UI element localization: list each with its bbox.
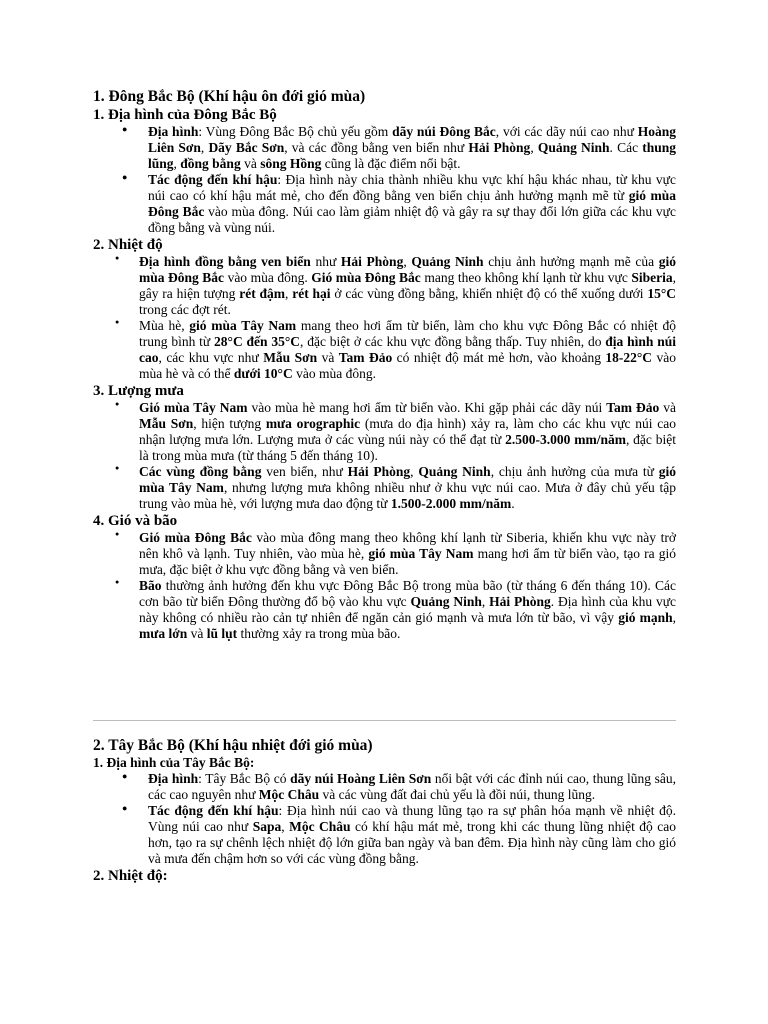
subsection-heading-terrain: 1. Địa hình của Tây Bắc Bộ: xyxy=(93,755,255,770)
emphasis-text: Bão xyxy=(139,578,162,593)
section-title: 2. Tây Bắc Bộ (Khí hậu nhiệt đới gió mùa) xyxy=(93,737,373,754)
emphasis-text: Hải Phòng xyxy=(468,140,531,155)
list-item xyxy=(93,530,676,578)
emphasis-text: đồng bằng xyxy=(180,156,241,171)
emphasis-text: Tam Đảo xyxy=(606,400,660,415)
emphasis-text: Quảng Ninh xyxy=(411,254,484,269)
emphasis-text: Tác động đến khí hậu xyxy=(148,803,279,818)
emphasis-text: Các vùng đồng bằng xyxy=(139,464,262,479)
section-title: 1. Đông Bắc Bộ (Khí hậu ôn đới gió mùa) xyxy=(93,88,366,105)
emphasis-text: Dãy Bắc Sơn xyxy=(208,140,285,155)
emphasis-text: rét đậm xyxy=(239,286,286,301)
emphasis-text: Hải Phòng xyxy=(340,254,404,269)
emphasis-text: rét hại xyxy=(292,286,331,301)
emphasis-text: Gió mùa Đông Bắc xyxy=(311,270,421,285)
subsection-heading-terrain: 1. Địa hình của Đông Bắc Bộ xyxy=(93,107,277,123)
emphasis-text: Quảng Ninh xyxy=(537,140,610,155)
list-item-text: ● Mùa hè, gió mùa Tây Nam mang theo hơi ẩm từ biển, làm cho khu vực Đông Bắc có nhiệt độ trung bình từ 28°C đến 35°C, đặc biệt ở các khu vực đồng bằng thấp. Tuy nhiên, do địa hình núi cao, các khu vực như Mẫu Sơn và Tam Đảo có nhiệt độ mát mẻ hơn, vào khoảng 18-22°C vào mùa hè và có thể dưới 10°C vào mùa đông. xyxy=(139,318,676,381)
emphasis-text: mưa lớn xyxy=(139,626,188,641)
list-item-text: ● Bão thường ảnh hưởng đến khu vực Đông Bắc Bộ trong mùa bão (từ tháng 6 đến tháng 10). Các cơn bão từ biển Đông thường đổ bộ vào khu vực Quảng Ninh, Hải Phòng. Địa hình của khu vực này không có nhiều rào cản tự nhiên để ngăn cản gió mạnh và mưa lớn từ bão, vì vậy gió mạnh, mưa lớn và lũ lụt thường xảy ra trong mùa bão. xyxy=(139,578,677,641)
emphasis-text: gió mùa Đông Bắc xyxy=(139,254,676,285)
subsection-heading-temperature: 2. Nhiệt độ: xyxy=(93,868,168,884)
emphasis-text: gió mùa Tây Nam xyxy=(139,464,677,495)
emphasis-text: Tam Đảo xyxy=(338,350,393,365)
bullet-list-terrain xyxy=(93,771,676,867)
list-item xyxy=(93,771,676,803)
emphasis-text: Tác động đến khí hậu xyxy=(148,172,278,187)
emphasis-text: Hải Phòng xyxy=(489,594,551,609)
emphasis-text: Quảng Ninh xyxy=(410,594,482,609)
list-item-text: ● Tác động đến khí hậu: Địa hình này chia thành nhiều khu vực khí hậu khác nhau, từ khu vực núi cao có khí hậu mát mẻ, cho đến đồng bằng ven biển chịu ảnh hưởng mạnh mẽ từ gió mùa Đông Bắc vào mùa đông. Núi cao làm giảm nhiệt độ và gây ra sự thay đổi lớn giữa các khu vực đồng bằng và vùng núi. xyxy=(148,172,676,235)
emphasis-text: Địa hình xyxy=(148,771,199,786)
emphasis-text: dưới 10°C xyxy=(233,366,293,381)
list-item xyxy=(93,124,676,172)
emphasis-text: địa hình núi cao xyxy=(139,334,676,365)
emphasis-text: thung lũng xyxy=(148,140,677,171)
emphasis-text: Địa hình xyxy=(148,124,199,139)
emphasis-text: Hải Phòng xyxy=(347,464,411,479)
emphasis-text: 18-22°C xyxy=(605,350,653,365)
emphasis-text: mưa orographic xyxy=(265,416,361,431)
list-item xyxy=(93,803,676,867)
list-item xyxy=(93,578,676,642)
emphasis-text: Mẫu Sơn xyxy=(263,350,318,365)
list-item-text: ● Địa hình: Tây Bắc Bộ có dãy núi Hoàng Liên Sơn nổi bật với các đỉnh núi cao, thung lũng sâu, các cao nguyên như Mộc Châu và các vùng đất đai chủ yếu là đồi núi, thung lũng. xyxy=(148,771,677,802)
emphasis-text: Gió mùa Tây Nam xyxy=(139,400,248,415)
emphasis-text: 2.500-3.000 mm/năm xyxy=(505,432,626,447)
horizontal-divider xyxy=(93,720,676,721)
emphasis-text: Sapa xyxy=(252,819,282,834)
emphasis-text: gió mùa Tây Nam xyxy=(189,318,297,333)
subsection-heading-rainfall: 3. Lượng mưa xyxy=(93,383,184,399)
list-item xyxy=(93,318,676,382)
emphasis-text: Địa hình đồng bằng ven biển xyxy=(139,254,311,269)
emphasis-text: Mẫu Sơn xyxy=(139,416,194,431)
emphasis-text: Mộc Châu xyxy=(289,819,351,834)
emphasis-text: gió mạnh xyxy=(618,610,673,625)
list-item xyxy=(93,254,676,318)
list-item-text: ● Địa hình đồng bằng ven biển như Hải Phòng, Quảng Ninh chịu ảnh hưởng mạnh mẽ của gió mùa Đông Bắc vào mùa đông. Gió mùa Đông Bắc mang theo không khí lạnh từ khu vực Siberia, gây ra hiện tượng rét đậm, rét hại ở các vùng đồng bằng, khiến nhiệt độ có thể xuống dưới 15°C trong các đợt rét. xyxy=(139,254,677,317)
emphasis-text: Siberia xyxy=(631,270,673,285)
emphasis-text: dãy núi Hoàng Liên Sơn xyxy=(290,771,432,786)
bullet-list-rainfall xyxy=(93,400,676,512)
bullet-list-temperature xyxy=(93,254,676,382)
list-item-text: ● Gió mùa Đông Bắc vào mùa đông mang theo không khí lạnh từ Siberia, khiến khu vực này trở nên khô và lạnh. Tuy nhiên, vào mùa hè, gió mùa Tây Nam mang hơi ẩm từ biển vào, tạo ra gió mưa, đặc biệt ở khu vực đồng bằng và ven biển. xyxy=(139,530,676,577)
list-item xyxy=(93,172,676,236)
section-dong-bac-bo xyxy=(93,88,676,642)
bullet-list-terrain xyxy=(93,124,676,236)
emphasis-text: Mộc Châu xyxy=(258,787,320,802)
subsection-heading-wind: 4. Gió và bão xyxy=(93,513,178,529)
list-item-text: ● Các vùng đồng bằng ven biển, như Hải Phòng, Quảng Ninh, chịu ảnh hưởng của mưa từ gió mùa Tây Nam, nhưng lượng mưa không nhiều như ở khu vực núi cao. Mưa ở đây chủ yếu tập trung vào mùa hè, với lượng mưa dao động từ 1.500-2.000 mm/năm. xyxy=(139,464,677,511)
list-item xyxy=(93,464,676,512)
list-item-text: ● Địa hình: Vùng Đông Bắc Bộ chủ yếu gồm dãy núi Đông Bắc, với các dãy núi cao như Hoàng Liên Sơn, Dãy Bắc Sơn, và các đồng bằng ven biển như Hải Phòng, Quảng Ninh. Các thung lũng, đồng bằng và sông Hồng cũng là đặc điểm nổi bật. xyxy=(148,124,677,171)
bullet-list-wind xyxy=(93,530,676,642)
emphasis-text: dãy núi Đông Bắc xyxy=(392,124,496,139)
emphasis-text: 28°C đến 35°C xyxy=(214,334,301,349)
emphasis-text: Hoàng Liên Sơn xyxy=(148,124,677,155)
emphasis-text: 1.500-2.000 mm/năm xyxy=(390,496,512,511)
emphasis-text: gió mùa Đông Bắc xyxy=(148,188,676,219)
subsection-heading-temperature: 2. Nhiệt độ xyxy=(93,237,163,253)
list-item-text: ● Tác động đến khí hậu: Địa hình núi cao và thung lũng tạo ra sự phân hóa mạnh về nhiệt độ. Vùng núi cao như Sapa, Mộc Châu có khí hậu mát mẻ, trong khi các thung lũng nhiệt độ cao hơn, tạo ra sự chênh lệch nhiệt độ lớn giữa ban ngày và ban đêm. Địa hình này cũng làm cho gió và mưa đến chậm hơn so với các vùng đồng bằng. xyxy=(148,803,677,866)
section-tay-bac-bo xyxy=(93,737,676,885)
emphasis-text: gió mùa Tây Nam xyxy=(368,546,474,561)
emphasis-text: Gió mùa Đông Bắc xyxy=(139,530,252,545)
emphasis-text: Quảng Ninh xyxy=(418,464,491,479)
list-item xyxy=(93,400,676,464)
emphasis-text: lũ lụt xyxy=(206,626,238,641)
list-item-text: ● Gió mùa Tây Nam vào mùa hè mang hơi ẩm từ biển vào. Khi gặp phải các dãy núi Tam Đảo và Mẫu Sơn, hiện tượng mưa orographic (mưa do địa hình) xảy ra, làm cho các khu vực núi cao nhận lượng mưa lớn. Lượng mưa ở các vùng núi này có thể đạt từ 2.500-3.000 mm/năm, đặc biệt là trong mùa mưa (từ tháng 5 đến tháng 10). xyxy=(139,400,677,463)
emphasis-text: 15°C xyxy=(647,286,677,301)
emphasis-text: sông Hồng xyxy=(260,156,322,171)
